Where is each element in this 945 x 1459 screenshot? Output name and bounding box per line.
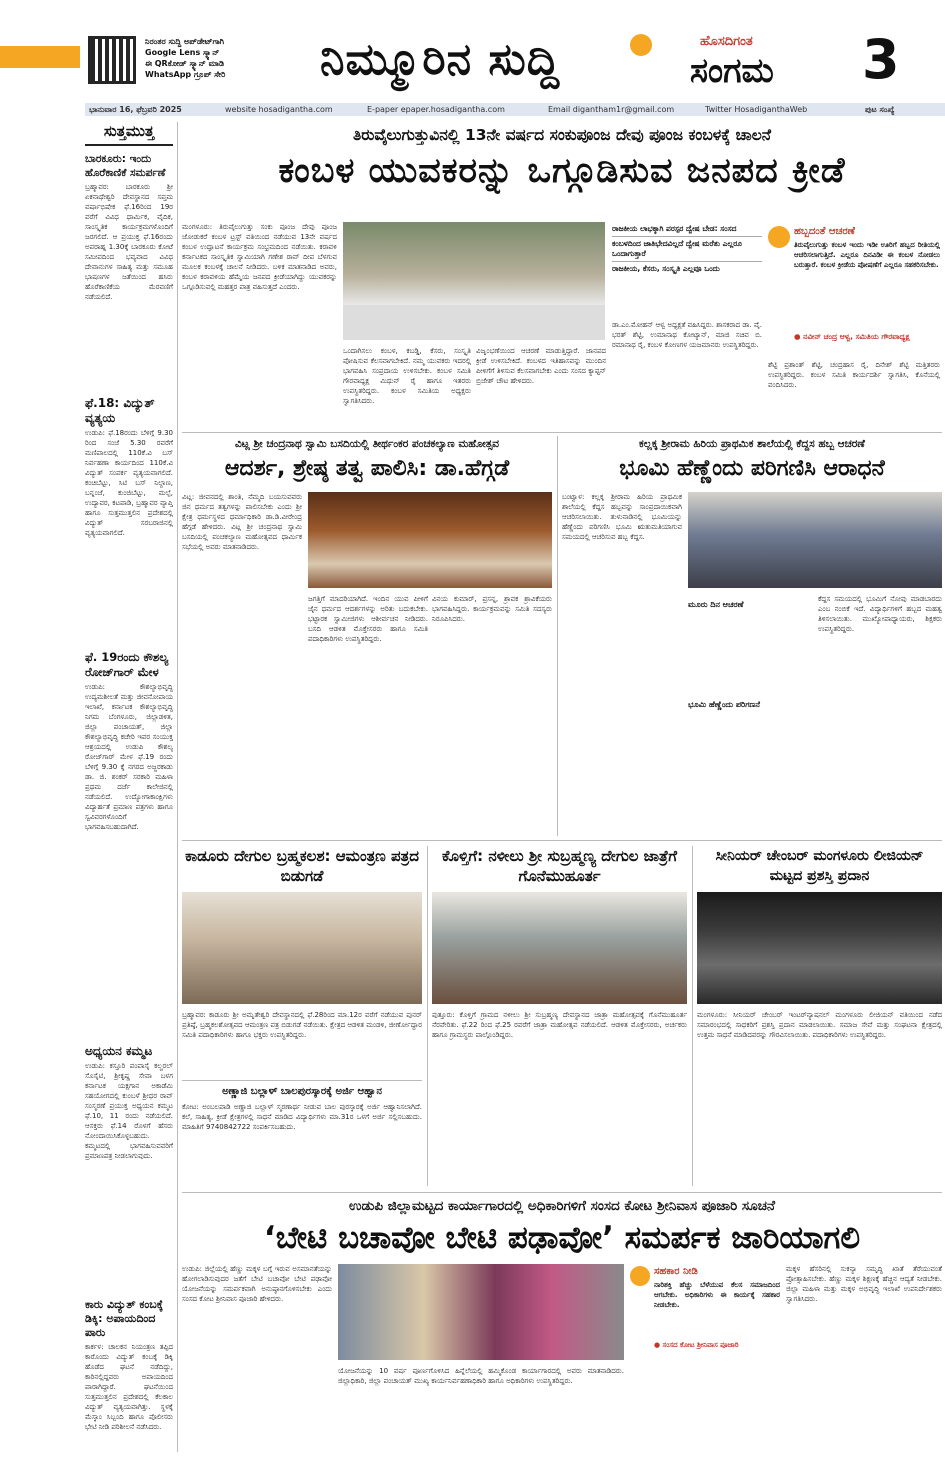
sidebar-box-author: ● ನವೀನ್ ಚಂದ್ರ ಆಳ್ವ, ಸಮಿತಿಯ ಗೌರವಾಧ್ಯಕ್ಷ [794,332,910,341]
story2-body-right: ವಿನಯ ಕುಮಾರ್, ಪ್ರಸನ್ನ, ಶ್ರಾವಕ ಶ್ರಾವಿಕೆಯರು ಭಾಗವಹಿಸಿದ್ದರು. ಕಾರ್ಯಕ್ರಮವನ್ನು ಸಮಿತಿ ಸದಸ್ಯರು ನಿರೂಪಿಸಿದರು. [432,595,552,623]
left-item-body: ಕಾರ್ಕಳ: ಚಾಲಕನ ನಿಯಂತ್ರಣ ತಪ್ಪಿದ ಕಾರೊಂದು ವಿದ್ಯುತ್ ಕಂಬಕ್ಕೆ ಡಿಕ್ಕಿ ಹೊಡೆದ ಘಟನೆ ನಡೆದಿದ್ದು, ಕಾರಿನಲ್ಲಿದ್ದವರು ಅಪಾಯದಿಂದ ಪಾರಾಗಿದ್ದಾರೆ. ಘಟನೆಯಿಂದ ಸುತ್ತಮುತ್ತಲಿನ ಪ್ರದೇಶದಲ್ಲಿ ಕೆಲಕಾಲ ವಿದ್ಯುತ್ ವ್ಯತ್ಯಯವಾಗಿತ್ತು. ಸ್ಥಳಕ್ಕೆ ಮೆಸ್ಕಾಂ ಸಿಬ್ಬಂದಿ ಹಾಗೂ ಪೊಲೀಸರು ಭೇಟಿ ನೀಡಿ ಪರಿಶೀಲನೆ ನಡೆಸಿದರು. [85,1343,173,1431]
bullet-item: ಕಂಬಳದಿಂದ ಜಾತಿಭೇದವಿಲ್ಲದೆ ದ್ವೇಷ ಮರೆತು ಎಲ್ಲರೂ ಒಂದಾಗುತ್ತಾರೆ [612,237,762,262]
page-label: ಪುಟ ಸಂಖ್ಯೆ [865,105,895,114]
story3-body-right: ಕೆದ್ದಸ ಸಮಯದಲ್ಲಿ ಭೂಮಿಗೆ ನೋವು ಮಾಡಬಾರದು ಎಂಬ ನಂಬಿಕೆ ಇದೆ. ವಿದ್ಯಾರ್ಥಿಗಳಿಗೆ ಹಬ್ಬದ ಮಹತ್ವ ತಿಳಿಸಲಾಯಿತು. ಮುಖ್ಯೋಪಾಧ್ಯಾಯರು, ಶಿಕ್ಷಕರು ಉಪಸ್ಥಿತರಿದ್ದರು. [818,595,942,633]
top-story-headline: ಕಂಬಳ ಯುವಕರನ್ನು ಒಗ್ಗೂಡಿಸುವ ಜನಪದ ಕ್ರೀಡೆ [278,151,846,191]
left-item-4 [85,1044,173,1294]
story8-box-author: ● ಸಂಸದ ಕೋಟ ಶ್ರೀನಿವಾಸ ಪೂಜಾರಿ [654,1341,739,1349]
top-story-body-right: ವಿಜೃಂಭಣೆಯಿಂದ ಆಚರಣೆ ಮಾಡುತ್ತಿದ್ದಾರೆ. ಜಾನಪದ ಕ್ರೀಡೆ ಉಳಿಸಬೇಕಿದೆ. ಕಂಬಳದ ಇತಿಹಾಸವನ್ನು ಮುಂದಿನ ಪೀಳಿಗೆಗೆ ತಿಳಿಸುವ ಕೆಲಸವಾಗಬೇಕು ಎಂದು ಸಂಸದ ಕ್ಯಾಪ್ಟನ್ ಬ್ರಿಜೇಶ್ ಚೌಟ ಹೇಳಿದರು. [476,347,606,385]
story3-body-left: ಬಂಟ್ವಾಳ: ಕಲ್ಲಕ್ಕ ಶ್ರೀರಾಮ ಹಿರಿಯ ಪ್ರಾಥಮಿಕ ಶಾಲೆಯಲ್ಲಿ ಕೆದ್ದಸ ಹಬ್ಬವನ್ನು ಸಾಂಪ್ರದಾಯಿಕವಾಗಿ ಆಚರಿಸಲಾಯಿತು. ತುಳುನಾಡಿನಲ್ಲಿ ಭೂಮಿಯನ್ನು ಹೆಣ್ಣೆಂದು ಪರಿಗಣಿಸಿ ಭೂಮಿ ಋತುಮತಿಯಾಗುವ ಸಮಯದಲ್ಲಿ ಆಚರಿಸುವ ಹಬ್ಬ ಕೆದ್ದಸ. [562,493,682,541]
promo-line-1: ನಿರಂತರ ಸುದ್ದಿ ಅಪ್‌ಡೇಟ್‌ಗಾಗಿ [145,37,225,46]
top-story-body-bottom: ಡಾ.ಎಂ.ಮೋಹನ್ ಆಳ್ವ ಅಧ್ಯಕ್ಷತೆ ವಹಿಸಿದ್ದರು. ಶಾಸಕರಾದ ಡಾ. ವೈ. ಭರತ್ ಶೆಟ್ಟಿ, ಉಮಾನಾಥ ಕೋಟ್ಯಾನ್, ಮಾಜಿ ಸಚಿವ ಬಿ. ರಮಾನಾಥ ರೈ, ಕಂಬಳ ಕೋಣಗಳ ಯಜಮಾನರು ಉಪಸ್ಥಿತರಿದ್ದರು. [612,321,762,349]
issue-date: ಭಾನುವಾರ 16, ಫೆಬ್ರವರಿ 2025 [89,105,182,114]
brand-big: ಸಂಗಮ [690,51,774,91]
story3-sub-1: ಮೂರು ದಿನ ಆಚರಣೆ [688,600,744,609]
paper-title: ನಿಮ್ಮೂರಿನ ಸುದ್ದಿ [320,34,561,85]
sidebar-box [768,222,940,357]
story4-headline: ಕಾಡೂರು ದೇಗುಲ ಬ್ರಹ್ಮಕಲಶ: ಆಮಂತ್ರಣ ಪತ್ರದ ಬಿಡುಗಡೆ [185,847,419,885]
website-link[interactable]: website hosadigantha.com [225,105,333,114]
phone-icon [630,1266,650,1286]
column-divider [692,846,693,1186]
left-item-3 [85,650,173,1040]
left-item-headline: ಕಾರು ವಿದ್ಯುತ್ ಕಂಬಕ್ಕೆ ಡಿಕ್ಕಿ: ಅಪಾಯದಿಂದ ಪಾರು [85,1298,164,1339]
bullet-item: ರಾಜಕೀಯ ಲಾಭಕ್ಕಾಗಿ ಪರಸ್ಪರ ದ್ವೇಷ ಬೇಡ: ಸಂಸದ [612,222,762,237]
column-divider [557,436,558,836]
story8-headline: ‘ಬೇಟಿ ಬಚಾವೋ ಬೇಟಿ ಪಢಾವೋ’ ಸಮರ್ಪಕ ಜಾರಿಯಾಗಲಿ [263,1220,861,1256]
left-item-body: ಉಡುಪಿ: ಕಸ್ತೂರಿ ಪಂಪಾಸೈ ಕಲ್ಚರಲ್ ಸೊಸೈಟಿ, ಶ್ರೀಕೃಷ್ಣ ಸೇವಾ ಬಳಗ ಕರ್ನಾಟಕ ಯಕ್ಷಗಾನ ಅಕಾಡೆಮಿ ಸಹಯೋಗದಲ್ಲಿ ಕುಂಬಳೆ ಶ್ರೀಧರ ರಾವ್ ಸಂಸ್ಮರಣೆ ಪ್ರಯುಕ್ತ ಅಧ್ಯಯನ ಕಮ್ಮಟ ಫೆ.10, 11 ರಂದು ನಡೆಯಲಿದೆ. ಆಸಕ್ತರು ಫೆ.14 ರೊಳಗೆ ಹೆಸರು ನೋಂದಾಯಿಸಿಕೊಳ್ಳಬಹುದು. ಕಮ್ಮಟದಲ್ಲಿ ಭಾಗವಹಿಸುವವರಿಗೆ ಪ್ರಮಾಣಪತ್ರ ನೀಡಲಾಗುವುದು. [85,1062,173,1160]
section-title: ಸುತ್ತಮುತ್ತ [85,122,173,146]
story2-kicker: ವಿಟ್ಲ ಶ್ರೀ ಚಂದ್ರನಾಥ ಸ್ವಾಮಿ ಬಸದಿಯಲ್ಲಿ ತೀರ್ಥಂಕರ ಪಂಚಕಲ್ಯಾಣ ಮಹೋತ್ಸವ [234,438,500,450]
story2-body-mid: ಜಗತ್ತಿಗೆ ಮಾದರಿಯಾಗಿದೆ. ಇಂದಿನ ಯುವ ಪೀಳಿಗೆ ಜೈನ ಧರ್ಮದ ಆದರ್ಶಗಳನ್ನು ಅರಿತು ಬದುಕಬೇಕು. ಭಟ್ಟಾರಕ ಸ್ವಾಮೀಜಿಗಳು ಆಶೀರ್ವಚನ ನೀಡಿದರು. ಬಸದಿ ಆಡಳಿತ ಮೊಕ್ತೇಸರರು ಹಾಗೂ ಸಮಿತಿ ಪದಾಧಿಕಾರಿಗಳು ಉಪಸ್ಥಿತರಿದ್ದರು. [308,595,428,643]
story4-photo [182,892,422,1004]
promo-line-4: WhatsApp ಗ್ರೂಪ್ ಸೇರಿ [145,70,226,79]
page-number: 3 [862,28,900,91]
left-item-1 [85,152,173,392]
left-item-5 [85,1298,173,1452]
story2-body-left: ವಿಟ್ಲ: ಜೀವನದಲ್ಲಿ ಶಾಂತಿ, ನೆಮ್ಮದಿ ಬಯಸುವವರು ಜಿನ ಧರ್ಮದ ತತ್ವಗಳನ್ನು ಪಾಲಿಸಬೇಕು ಎಂದು ಶ್ರೀ ಕ್ಷೇತ್ರ ಧರ್ಮಸ್ಥಳದ ಧರ್ಮಾಧಿಕಾರಿ ಡಾ.ಡಿ.ವೀರೇಂದ್ರ ಹೆಗ್ಗಡೆ ಹೇಳಿದರು. ವಿಟ್ಲ ಶ್ರೀ ಚಂದ್ರನಾಥ ಸ್ವಾಮಿ ಬಸದಿಯಲ್ಲಿ ಪಂಚಕಲ್ಯಾಣ ಮಹೋತ್ಸವದ ಧಾರ್ಮಿಕ ಸಭೆಯಲ್ಲಿ ಅವರು ಮಾತನಾಡಿದರು. [182,493,302,551]
story5-photo [432,892,687,1004]
left-item-2 [85,396,173,646]
bullet-item: ರಾಜಕೀಯ, ಕೆಸರು, ಸಂಸ್ಕೃತಿ ಎಲ್ಲವೂ ಒಂದು [612,264,720,273]
column-divider [427,846,428,1186]
qr-code-icon [88,36,136,84]
story2-headline: ಆದರ್ಶ, ಶ್ರೇಷ್ಠ ತತ್ವ ಪಾಲಿಸಿ: ಡಾ.ಹೆಗ್ಗಡೆ [224,456,510,481]
top-story-body-mid: ಒಂದಾಗಿಸಲು ಕಂಬಳ, ಕಬಡ್ಡಿ, ಕೆಸರು, ಸಂಸ್ಕೃತಿ ಪೋಷಿಸುವ ಕೆಲಸವಾಗಬೇಕಿದೆ. ನಮ್ಮ ಯುವಕರು ಇದರಲ್ಲಿ ಭಾಗವಹಿಸಿ ಸಂಪ್ರದಾಯ ಉಳಿಸಬೇಕು. ಕಂಬಳ ಸಮಿತಿ ಗೌರವಾಧ್ಯಕ್ಷ ಮಿಥುನ್ ರೈ ಹಾಗೂ ಇತರರು ಉಪಸ್ಥಿತರಿದ್ದರು. ಕಂಬಳ ಸಮಿತಿಯ ಅಧ್ಯಕ್ಷರು ಸ್ವಾಗತಿಸಿದರು. [343,347,471,405]
left-item-headline: ಅಧ್ಯಯನ ಕಮ್ಮಟ [85,1044,153,1058]
story8-kicker: ಉಡುಪಿ ಜಿಲ್ಲಾಮಟ್ಟದ ಕಾರ್ಯಾಗಾರದಲ್ಲಿ ಅಧಿಕಾರಿಗಳಿಗೆ ಸಂಸದ ಕೋಟ ಶ್ರೀನಿವಾಸ ಪೂಜಾರಿ ಸೂಚನೆ [349,1198,775,1214]
brand-circle [630,34,652,56]
story8-body-right: ಮಕ್ಕಳ ಹೆಸರಿನಲ್ಲಿ ಸುಕನ್ಯಾ ಸಮೃದ್ಧಿ ಖಾತೆ ತೆರೆಯುವಂತೆ ಪ್ರೋತ್ಸಾಹಿಸಬೇಕು. ಹೆಣ್ಣು ಮಕ್ಕಳ ಶಿಕ್ಷಣಕ್ಕೆ ಹೆಚ್ಚಿನ ಆದ್ಯತೆ ನೀಡಬೇಕು. ಜಿಲ್ಲಾ ಮಹಿಳಾ ಮತ್ತು ಮಕ್ಕಳ ಅಭಿವೃದ್ಧಿ ಇಲಾಖೆ ಉಪನಿರ್ದೇಶಕರು ಸ್ವಾಗತಿಸಿದರು. [786,1265,942,1303]
story8-box-body: ನಾರಿಶಕ್ತಿ ಹೆಚ್ಚು ಬೆಳೆಯುವ ಕೆಲಸ ಸಮಾಜದಿಂದ ಆಗಬೇಕು. ಅಧಿಕಾರಿಗಳು ಈ ಕಾರ್ಯಕ್ಕೆ ಸಹಕಾರ ನೀಡಬೇಕು. [654,1281,780,1309]
story8-body-left: ಉಡುಪಿ: ಜಿಲ್ಲೆಯಲ್ಲಿ ಹೆಣ್ಣು ಮಕ್ಕಳ ಬಗ್ಗೆ ಇರುವ ಅಸಮಾನತೆಯನ್ನು ಹೋಗಲಾಡಿಸುವುದರ ಜತೆಗೆ ಬೇಟಿ ಬಚಾವೋ ಬೇಟಿ ಪಢಾವೋ ಯೋಜನೆಯನ್ನು ಸಮರ್ಪಕವಾಗಿ ಅನುಷ್ಠಾನಗೊಳಿಸಬೇಕು ಎಂದು ಸಂಸದ ಕೋಟ ಶ್ರೀನಿವಾಸ ಪೂಜಾರಿ ಹೇಳಿದರು. [182,1265,332,1303]
story3-headline: ಭೂಮಿ ಹೆಣ್ಣೆಂದು ಪರಿಗಣಿಸಿ ಆರಾಧನೆ [619,456,885,481]
horizontal-rule [182,1080,422,1081]
accent-bar [0,46,80,68]
brand-small: ಹೊಸದಿಗಂತ [700,34,753,49]
story8-box-title: ಸಹಕಾರ ನೀಡಿ [654,1266,698,1277]
sidebar-box-title: ಹಬ್ಬದಂತೆ ಆಚರಣೆ [794,226,855,237]
story3-sub-2: ಭೂಮಿ ಹೆಣ್ಣೆಂದು ಪರಿಗಣನೆ [688,700,760,709]
masthead [0,0,945,103]
sidebar-body-2: ಶೆಟ್ಟಿ ಪ್ರಶಾಂತ್ ಶೆಟ್ಟಿ, ಚಂದ್ರಹಾಸ ರೈ, ದಿನೇಶ್ ಶೆಟ್ಟಿ ಮತ್ತಿತರರು ಉಪಸ್ಥಿತರಿದ್ದರು. ಕಂಬಳ ಸಮಿತಿ ಕಾರ್ಯದರ್ಶಿ ಸ್ವಾಗತಿಸಿ, ಕೊನೆಯಲ್ಲಿ ವಂದಿಸಿದರು. [768,361,940,389]
sidebar-box-body: ತಿರುವೈಲುಗುತ್ತು ಕಂಬಳ ಇಂದು ಇಡೀ ಊರಿಗೆ ಹಬ್ಬದ ರೀತಿಯಲ್ಲಿ ಆಚರಿಸಲಾಗುತ್ತಿದೆ. ಎಲ್ಲರೂ ದಿನವಿಡೀ ಈ ಕಂಬಳ ನೋಡಲು ಬರುತ್ತಾರೆ. ಕಂಬಳ ಕ್ರೀಡೆಯ ಪೋಷಣೆಗೆ ಎಲ್ಲರೂ ಸಹಕರಿಸಬೇಕು. [794,241,940,269]
story4-body: ಬ್ರಹ್ಮಾವರ: ಕಾಡೂರು ಶ್ರೀ ಅಮೃತೇಶ್ವರಿ ದೇವಸ್ಥಾನದಲ್ಲಿ ಫೆ.28ರಿಂದ ಮಾ.12ರ ವರೆಗೆ ನಡೆಯುವ ಪುನರ್ ಪ್ರತಿಷ್ಠೆ, ಬ್ರಹ್ಮಕಲಶೋತ್ಸವದ ಆಮಂತ್ರಣ ಪತ್ರ ಬಿಡುಗಡೆ ನಡೆಯಿತು. ಕ್ಷೇತ್ರದ ಆಡಳಿತ ಮಂಡಳಿ, ಜೀರ್ಣೋದ್ಧಾರ ಸಮಿತಿ ಪದಾಧಿಕಾರಿಗಳು ಹಾಗೂ ಭಕ್ತರು ಉಪಸ್ಥಿತರಿದ್ದರು. [182,1011,422,1039]
story3-kicker: ಕಲ್ಲಕ್ಕ ಶ್ರೀರಾಮ ಹಿರಿಯ ಪ್ರಾಥಮಿಕ ಶಾಲೆಯಲ್ಲಿ ಕೆದ್ದಸ ಹಬ್ಬ ಆಚರಣೆ [639,438,865,450]
left-item-body: ಉಡುಪಿ: ಕೌಶಲ್ಯಾಭಿವೃದ್ಧಿ ಉದ್ಯಮಶೀಲತೆ ಮತ್ತು ಜೀವನೋಪಾಯ ಇಲಾಖೆ, ಕರ್ನಾಟಕ ಕೌಶಲ್ಯಾಭಿವೃದ್ಧಿ ನಿಗಮ ಬೆಂಗಳೂರು, ಜಿಲ್ಲಾಡಳಿತ, ಜಿಲ್ಲಾ ಪಂಚಾಯತ್, ಜಿಲ್ಲಾ ಕೌಶಲ್ಯಾಭಿವೃದ್ಧಿ ಕಚೇರಿ ಇವರ ಸಂಯುಕ್ತ ಆಶ್ರಯದಲ್ಲಿ ಉಡುಪಿ ಕೌಶಲ್ಯ ರೋಜ್‌ಗಾರ್ ಮೇಳ ಫೆ.19 ರಂದು ಬೆಳಿಗ್ಗೆ 9.30 ಕ್ಕೆ ನಗರದ ಅಜ್ಜರಕಾಡು ಡಾ. ಜಿ. ಶಂಕರ್ ಸರಕಾರಿ ಮಹಿಳಾ ಪ್ರಥಮ ದರ್ಜೆ ಕಾಲೇಜಿನಲ್ಲಿ ನಡೆಯಲಿದೆ. ಉದ್ಯೋಗಾಕಾಂಕ್ಷಿಗಳು ವಿದ್ಯಾರ್ಹತೆ ಪ್ರಮಾಣ ಪತ್ರಗಳು ಹಾಗೂ ಸ್ವವಿವರಗಳೊಂದಿಗೆ ಭಾಗವಹಿಸಬಹುದಾಗಿದೆ. [85,683,173,831]
promo-line-2: Google Lens ಸ್ಕ್ಯಾನ್ [145,48,220,57]
story5-body: ಪುತ್ತೂರು: ಕೊಳ್ತಿಗೆ ಗ್ರಾಮದ ನಳೀಲು ಶ್ರೀ ಸುಬ್ರಹ್ಮಣ್ಯ ದೇವಸ್ಥಾನದ ಜಾತ್ರಾ ಮಹೋತ್ಸವಕ್ಕೆ ಗೊನೆಮುಹೂರ್ತ ನೆರವೇರಿತು. ಫೆ.22 ರಿಂದ ಫೆ.25 ರವರೆಗೆ ಜಾತ್ರಾ ಮಹೋತ್ಸವ ನಡೆಯಲಿದೆ. ಆಡಳಿತ ಮೊಕ್ತೇಸರರು, ಅರ್ಚಕರು ಹಾಗೂ ಗ್ರಾಮಸ್ಥರು ಪಾಲ್ಗೊಂಡಿದ್ದರು. [432,1011,687,1039]
twitter-link[interactable]: Twitter HosadiganthaWeb [705,105,808,114]
story6-headline: ಸೀನಿಯರ್ ಚೇಂಬರ್ ಮಂಗಳೂರು ಲೀಜಿಯನ್ ಮಟ್ಟದ ಪ್ರಶಸ್ತಿ ಪ್ರದಾನ [715,848,924,884]
horizontal-rule [182,840,942,841]
left-item-headline: ಫೆ.18: ವಿದ್ಯುತ್ ವ್ಯತ್ಯಯ [85,396,155,425]
story7-headline: ಅಣ್ಣಾಜಿ ಬಲ್ಲಾಳ್ ಬಾಲಪುರಸ್ಕಾರಕ್ಕೆ ಅರ್ಜಿ ಆಹ್ವಾನ [222,1086,382,1097]
top-story-photo [343,222,605,340]
story8-body-mid: ಯೋಜನೆಯನ್ನು 10 ವರ್ಷ ಪೂರ್ಣಗೊಳಿಸಿದ ಹಿನ್ನೆಲೆಯಲ್ಲಿ ಹಮ್ಮಿಕೊಂಡ ಕಾರ್ಯಾಗಾರದಲ್ಲಿ ಅವರು ಮಾತನಾಡಿದರು. ಜಿಲ್ಲಾಧಿಕಾರಿ, ಜಿಲ್ಲಾ ಪಂಚಾಯತ್ ಮುಖ್ಯ ಕಾರ್ಯನಿರ್ವಹಣಾಧಿಕಾರಿ ಹಾಗೂ ಅಧಿಕಾರಿಗಳು ಉಪಸ್ಥಿತರಿದ್ದರು. [338,1367,624,1385]
epaper-link[interactable]: E-paper epaper.hosadigantha.com [367,105,505,114]
story8-photo [338,1264,624,1360]
story2-photo [308,492,552,588]
story6-photo [697,892,942,1004]
left-item-headline: ಫೆ. 19ರಂದು ಕೌಶಲ್ಯ ರೋಜ್‌ಗಾರ್ ಮೇಳ [85,650,169,679]
left-item-headline: ಬಾರಕೂರು: ಇಂದು ಹೊರೆಕಾಣಿಕೆ ಸಮರ್ಪಣೆ [85,153,166,179]
left-item-body: ಉಡುಪಿ: ಫೆ.18ರಂದು ಬೆಳಿಗ್ಗೆ 9.30 ರಿಂದ ಸಂಜೆ 5.30 ರವರೆಗೆ ಮಣಿಪಾಲದಲ್ಲಿ 110ಕೆ.ವಿ ಬಸ್ ನಿರ್ವಹಣಾ ಕಾರ್ಯದಿಂದ 110ಕೆ.ವಿ ವಿದ್ಯುತ್ ಸಂಪರ್ಕ ವ್ಯತ್ಯಯವಾಗಲಿದೆ. ಕಂಚಿಬೆಟ್ಟು, ಸಿಟಿ ಬಸ್ ನಿಲ್ದಾಣ, ಬನ್ನಂಜೆ, ಕುಂಜಿಬೆಟ್ಟು, ಮಲ್ಪೆ, ಉದ್ಯಾವರ, ಕಟಪಾಡಿ, ಬ್ರಹ್ಮಾವರ ವ್ಯಾಪ್ತಿ ಹಾಗೂ ಸುತ್ತಮುತ್ತಲಿನ ಪ್ರದೇಶದಲ್ಲಿ ವಿದ್ಯುತ್ ಸರಬರಾಜಿನಲ್ಲಿ ವ್ಯತ್ಯಯವಾಗಲಿದೆ. [85,429,173,537]
story7-body: ಕೋಟ: ಅಂಬಲಪಾಡಿ ಅಣ್ಣಾಜಿ ಬಲ್ಲಾಳ್ ಸ್ಮರಣಾರ್ಥ ನೀಡುವ ಬಾಲ ಪುರಸ್ಕಾರಕ್ಕೆ ಅರ್ಜಿ ಆಹ್ವಾನಿಸಲಾಗಿದೆ. ಕಲೆ, ಸಾಹಿತ್ಯ, ಕ್ರೀಡೆ ಕ್ಷೇತ್ರಗಳಲ್ಲಿ ಸಾಧನೆ ಮಾಡಿದ ವಿದ್ಯಾರ್ಥಿಗಳು ಮಾ.31ರ ಒಳಗೆ ಅರ್ಜಿ ಸಲ್ಲಿಸಬಹುದು. ಮಾಹಿತಿಗೆ 9740842722 ಸಂಪರ್ಕಿಸಬಹುದು. [182,1103,422,1131]
promo-line-3: ಈ QRಕೋಡ್ ಸ್ಕ್ಯಾನ್ ಮಾಡಿ [145,59,225,68]
story6-body: ಮಂಗಳೂರು: ಸೀನಿಯರ್ ಚೇಂಬರ್ ಇಂಟರ್‌ನ್ಯಾಷನಲ್ ಮಂಗಳೂರು ಲೀಜಿಯನ್ ವತಿಯಿಂದ ನಡೆದ ಸಮಾರಂಭದಲ್ಲಿ ಸಾಧಕರಿಗೆ ಪ್ರಶಸ್ತಿ ಪ್ರದಾನ ಮಾಡಲಾಯಿತು. ಸಮಾಜ ಸೇವೆ ಮತ್ತು ಸಂಘಟನಾ ಕ್ಷೇತ್ರದಲ್ಲಿ ಉತ್ತಮ ಸಾಧನೆ ಮಾಡಿದವರನ್ನು ಗೌರವಿಸಲಾಯಿತು. ಪದಾಧಿಕಾರಿಗಳು ಉಪಸ್ಥಿತರಿದ್ದರು. [697,1011,942,1039]
horizontal-rule [182,1192,942,1193]
top-story-kicker: ತಿರುವೈಲುಗುತ್ತುವಿನಲ್ಲಿ 13ನೇ ವರ್ಷದ ಸಂಕುಪೂಂಜ ದೇವು ಪೂಂಜ ಕಂಬಳಕ್ಕೆ ಚಾಲನೆ [352,126,772,144]
top-story-body-left: ಮಂಗಳೂರು: ತಿರುವೈಲುಗುತ್ತು ಸಂಕು ಪೂಂಜ ದೇವು ಪೂಂಜ ಜೋಡುಕರೆ ಕಂಬಳ ಟ್ರಸ್ಟ್ ವತಿಯಿಂದ ನಡೆಯುವ 13ನೇ ವರ್ಷದ ಕಂಬಳ ಉದ್ಘಾಟನೆ ಕಾರ್ಯಕ್ರಮ ಸಂಭ್ರಮದಿಂದ ನಡೆಯಿತು. ಕರಾವಳಿ ಕರ್ನಾಟಕದ ಸಾಂಸ್ಕೃತಿಕ ಸ್ವಾಮಿಯಾಗಿ ಗಣೇಶ ರಾವ್ ದೀಪ ಬೆಳಗುವ ಮೂಲಕ ಕಂಬಳಕ್ಕೆ ಚಾಲನೆ ನೀಡಿದರು. ಬಳಿಕ ಮಾತನಾಡಿದ ಅವರು, ಕಂಬಳ ಕರಾವಳಿಯ ಹೆಮ್ಮೆಯ ಜನಪದ ಕ್ರೀಡೆಯಾಗಿದ್ದು ಯುವಕರನ್ನು ಒಗ್ಗೂಡಿಸುವಲ್ಲಿ ಮಹತ್ತರ ಪಾತ್ರ ವಹಿಸುತ್ತದೆ ಎಂದರು. [182,223,337,291]
horizontal-rule [182,432,942,433]
story8-box [630,1264,780,1360]
story5-headline: ಕೊಳ್ತಿಗೆ: ನಳೀಲು ಶ್ರೀ ಸುಬ್ರಹ್ಮಣ್ಯ ದೇಗುಲ ಜಾತ್ರೆಗೆ ಗೊನೆಮುಹೂರ್ತ [442,847,677,885]
date-band [85,103,945,116]
left-column [85,122,173,1452]
top-story-bullets [612,222,762,322]
phone-icon [768,226,790,248]
left-item-body: ಬ್ರಹ್ಮಾವರ: ಬಾರಕೂರು ಶ್ರೀ ಏಕನಾಥೇಶ್ವರಿ ದೇವಸ್ಥಾನದ ಸಪ್ತಮ ವರ್ಷಾಭಿಷೇಕ ಫೆ.16ರಿಂದ 19ರ ವರೆಗೆ ವಿವಿಧ ಧಾರ್ಮಿಕ, ವೈದಿಕ, ಸಾಂಸ್ಕೃತಿಕ ಕಾರ್ಯಕ್ರಮಗಳೊಂದಿಗೆ ಜರಗಲಿದೆ. ಆ ಪ್ರಯುಕ್ತ ಫೆ.16ರಂದು ಅಪರಾಹ್ನ 1.30ಕ್ಕೆ ಬಾರಕೂರು ಕೋಟೆ ಸಮೀಪದಿಂದ ಭವ್ಯವಾದ ವಿವಿಧ ದೇವಾನುಗಳ ಸಾಹಿತ್ಯ ಮತ್ತು ಸಮೂಹ ಭಾಷಣಗಳ ಜತೆಯಿಂದ ಹಸಿರು ಹೊರೆಕಾಣಿಕೆಯ ಮೆರವಣಿಗೆ ನಡೆಯಲಿದೆ. [85,183,173,301]
column-divider [177,122,178,1452]
email-link[interactable]: Email digantham1r@gmail.com [548,105,675,114]
story3-photo [688,492,942,588]
